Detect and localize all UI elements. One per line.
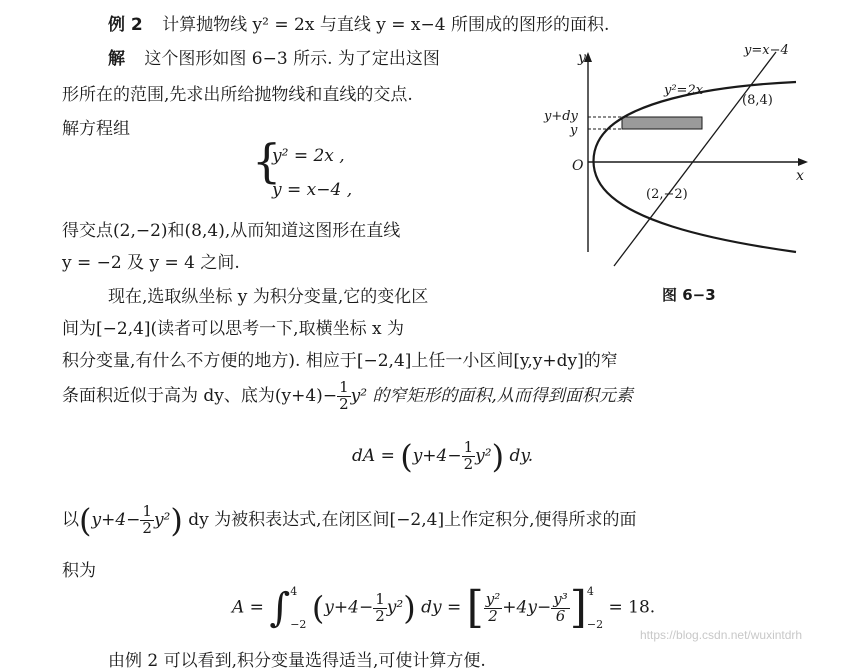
para3-line-1: 以(y+4− $\frac{1}{2}$ y²) dy 为被积表达式,在闭区间[−2,4]上作定积分,便得所求的面 [62,501,637,540]
solution-label: 解 [108,49,125,69]
figure-6-3 [540,40,840,280]
eval-limits: 4 −2 [586,585,604,631]
point-upper-label: (8,4) [742,93,773,108]
parabola-label: y²=2x [664,83,704,98]
solution-line-5: y = −2 及 y = 4 之间. [62,253,240,273]
formula-dA: dA = (y+4− $\frac{1}{2}$ y²) dy. [352,437,534,476]
y-axis-label: y [578,50,586,66]
para3-line-2: 积为 [62,561,96,581]
area-strip [622,117,702,129]
line-label: y=x−4 [744,43,789,58]
formula-A-lhs: A = [232,597,264,618]
system-eq-2: y = x−4 , [272,180,353,200]
example-heading [108,10,609,35]
para2-line-1: 现在,选取纵坐标 y 为积分变量,它的变化区 [108,287,429,307]
para2-line-4-post: y² 的窄矩形的面积,从而得到面积元素 [350,385,633,406]
formula-dA-suffix: dy. [509,445,534,466]
example-label: 例 2 [108,15,143,35]
formula-dA-lhs: dA = [352,445,395,466]
solution-line-2: 形所在的范围,先求出所给抛物线和直线的交点. [62,85,413,105]
solution-line-3: 解方程组 [62,119,130,139]
para2-line-4 [62,380,633,413]
origin-label: O [572,158,584,174]
watermark: https://blog.csdn.net/wuxintdrh [640,628,803,642]
system-eq-1: y² = 2x , [272,146,345,166]
integral-limits: 4 −2 [290,585,307,631]
example-statement: 计算抛物线 y² = 2x 与直线 y = x−4 所围成的图形的面积. [162,15,610,35]
para3-line-1-post: dy 为被积表达式,在闭区间[−2,4]上作定积分,便得所求的面 [188,509,637,530]
solution-line-1 [108,44,440,69]
fraction-half: $\frac{1}{2}$ [339,378,349,413]
conclusion: 由例 2 可以看到,积分变量选得适当,可使计算方便. [108,651,486,671]
system-brace: { [252,134,282,188]
para2-line-4-pre: 条面积近似于高为 dy、底为(y+4)− [62,385,338,406]
para2-line-2: 间为[−2,4](读者可以思考一下,取横坐标 x 为 [62,319,404,339]
tick-y-label: y [570,123,578,138]
para2-line-3: 积分变量,有什么不方便的地方). 相应于[−2,4]上任一小区间[y,y+dy]的窄 [62,351,618,371]
point-lower-label: (2,−2) [646,187,688,202]
tick-ydy-label: y+dy [544,109,578,124]
formula-A: A = ∫ 4 −2 (y+4− $\frac{1}{2}$ y²) dy = [ $\frac{\text{y²}}{2}$ +4y− $\frac{\text{y³}}{6}$ ] 4 −2 = 18. [232,582,656,633]
figure-caption: 图 6−3 [662,286,716,304]
integral-sign: ∫ [269,585,291,631]
formula-A-result: = 18. [608,597,656,618]
x-axis-label: x [796,168,804,184]
solution-text-1: 这个图形如图 6−3 所示. 为了定出这图 [144,49,440,69]
x-axis-arrow [798,158,808,166]
solution-line-4: 得交点(2,−2)和(8,4),从而知道这图形在直线 [62,221,401,241]
